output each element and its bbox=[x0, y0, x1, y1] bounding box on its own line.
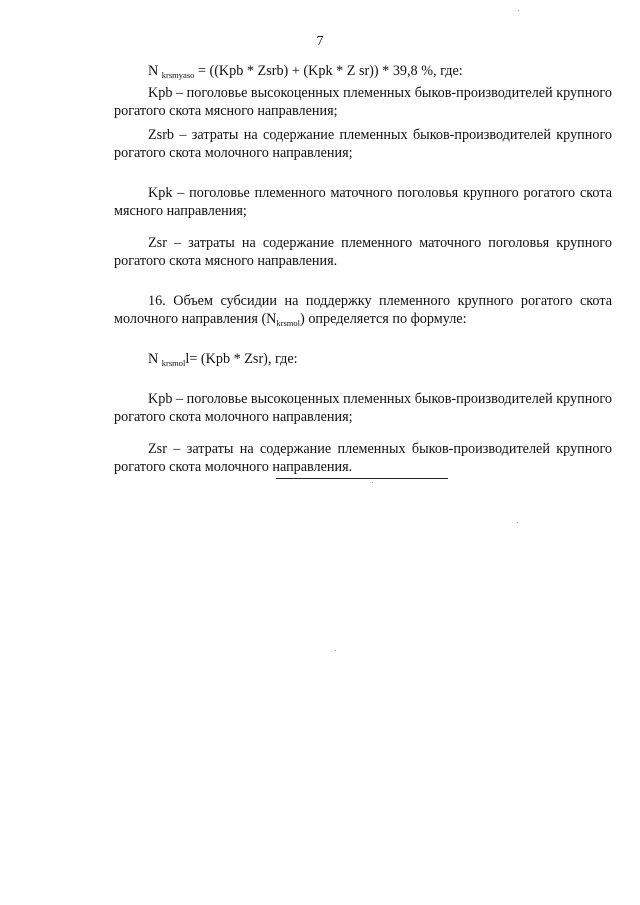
scan-speck bbox=[517, 522, 518, 523]
formula-krsmyaso bbox=[114, 62, 612, 84]
formula-krsmol-subscript: krsmol bbox=[161, 358, 186, 368]
formula-krsmol bbox=[114, 350, 612, 372]
formula-krsmol-lead: N bbox=[148, 351, 162, 367]
definition-kpb-meat: Kpb – поголовье высокоценных племенных быков-производителей крупного рогатого скота мясного направления; bbox=[114, 85, 612, 119]
end-of-text-rule bbox=[276, 478, 448, 479]
definition-kpk: Kpk – поголовье племенного маточного поголовья крупного рогатого скота мясного направления; bbox=[114, 185, 612, 219]
clause-16 bbox=[114, 292, 612, 332]
scan-speck bbox=[372, 482, 373, 483]
definition-zsr-dairy: Zsr – затраты на содержание племенных быков-производителей крупного рогатого скота молочного направления. bbox=[114, 441, 612, 475]
clause-16-text-end: ) определяется по формуле: bbox=[300, 311, 467, 327]
formula-krsmol-body: l= (Kpb * Zsr), где: bbox=[185, 351, 298, 367]
definition-zsr-meat: Zsr – затраты на содержание племенного маточного поголовья крупного рогатого скота мясного направления. bbox=[114, 235, 612, 269]
formula-krsmyaso-body: = ((Kpb * Zsrb) + (Kpk * Z sr)) * 39,8 %, где: bbox=[194, 63, 463, 79]
page-number: 7 bbox=[316, 34, 324, 49]
scan-speck bbox=[335, 650, 336, 651]
clause-16-text: 16. Объем субсидии на поддержку племенного крупного рогатого скота молочного направления (N bbox=[114, 293, 612, 327]
clause-16-subscript: krsmol bbox=[276, 318, 301, 328]
definition-kpb-dairy: Kpb – поголовье высокоценных племенных быков-производителей крупного рогатого скота молочного направления; bbox=[114, 391, 612, 425]
document-body bbox=[114, 62, 612, 476]
scan-speck bbox=[518, 10, 519, 11]
formula-krsmyaso-lead: N bbox=[148, 63, 162, 79]
definition-zsrb: Zsrb – затраты на содержание племенных быков-производителей крупного рогатого скота молочного направления; bbox=[114, 127, 612, 161]
formula-krsmyaso-subscript: krsmyaso bbox=[161, 70, 195, 80]
